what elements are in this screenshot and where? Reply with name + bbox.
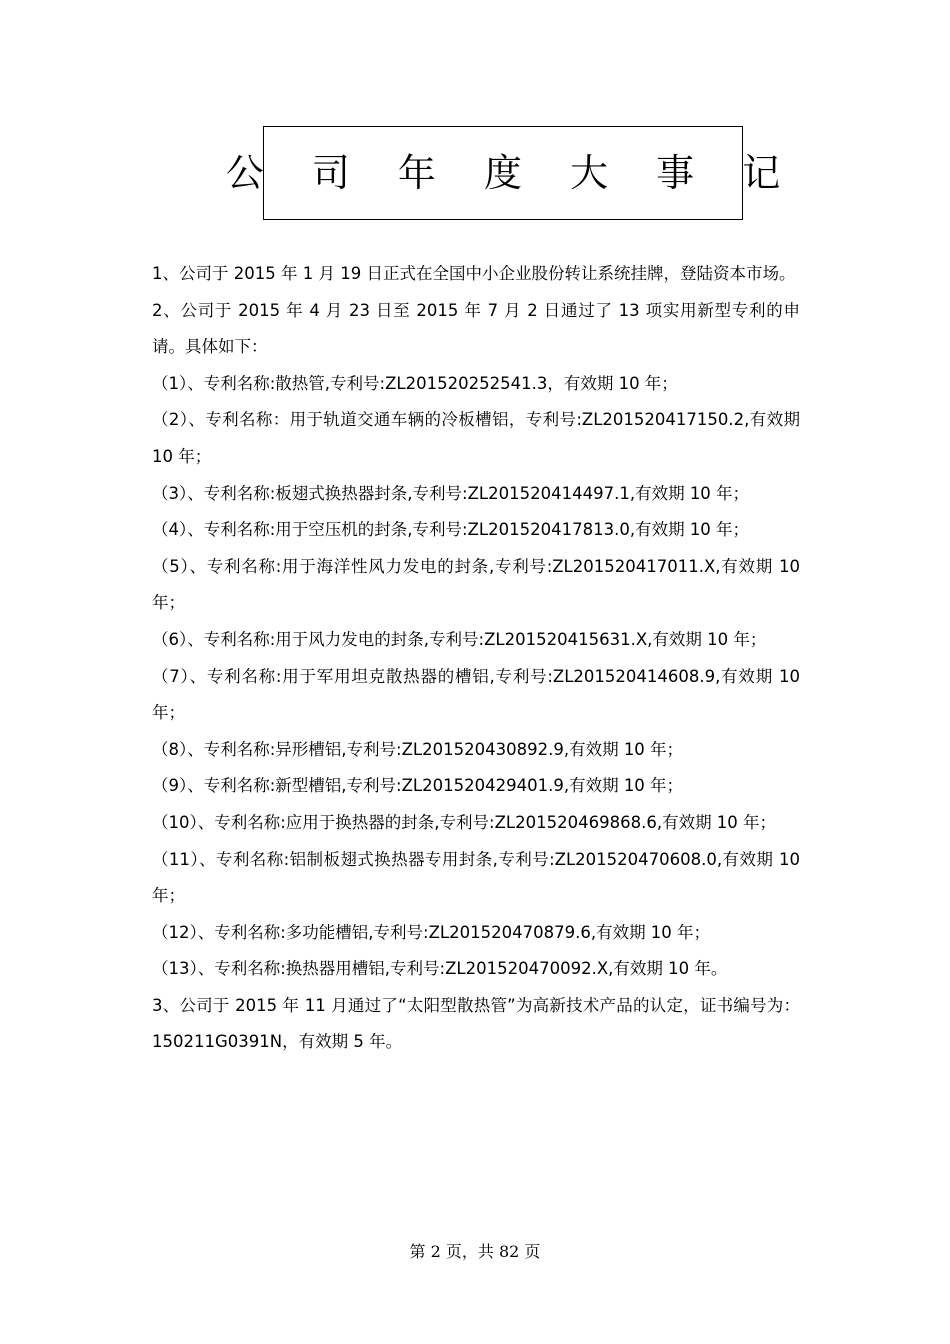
document-body <box>152 256 800 1061</box>
patent-item-13: （13）、专利名称:换热器用槽铝,专利号:ZL201520470092.X,有效期 10 年。 <box>152 959 728 979</box>
patent-item-8: （8）、专利名称:异形槽铝,专利号:ZL201520430892.9,有效期 10 年； <box>152 739 684 759</box>
patent-item-1: （1）、专利名称:散热管,专利号:ZL201520252541.3，有效期 10 年； <box>152 373 678 393</box>
page-title: 公 司 年 度 大 事 记 <box>225 151 799 195</box>
paragraph-patents-intro: 2、公司于 2015 年 4 月 23 日至 2015 年 7 月 2 日通过了 13 项实用新型专利的申请。具体如下： <box>152 300 800 357</box>
patent-item-3: （3）、专利名称:板翅式换热器封条,专利号:ZL201520414497.1,有效期 10 年； <box>152 483 750 503</box>
patent-item-2: （2）、专利名称：用于轨道交通车辆的冷板槽铝，专利号:ZL201520417150.2,有效期 10 年； <box>152 410 800 466</box>
patent-item-9: （9）、专利名称:新型槽铝,专利号:ZL201520429401.9,有效期 10 年； <box>152 776 684 796</box>
patent-item-5: （5）、专利名称:用于海洋性风力发电的封条,专利号:ZL201520417011.X,有效期 10 年； <box>152 556 800 613</box>
patent-item-4: （4）、专利名称:用于空压机的封条,专利号:ZL201520417813.0,有效期 10 年； <box>152 520 750 540</box>
paragraph-listing: 1、公司于 2015 年 1 月 19 日正式在全国中小企业股份转让系统挂牌，登陆资本市场。 <box>152 264 796 283</box>
patent-item-6: （6）、专利名称:用于风力发电的封条,专利号:ZL201520415631.X,有效期 10 年； <box>152 629 767 649</box>
patent-item-12: （12）、专利名称:多功能槽铝,专利号:ZL201520470879.6,有效期 10 年； <box>152 922 711 942</box>
patent-item-11: （11）、专利名称:铝制板翅式换热器专用封条,专利号:ZL201520470608.0,有效期 10 年； <box>152 849 800 906</box>
paragraph-high-tech-certification: 3、公司于 2015 年 11 月通过了“太阳型散热管”为高新技术产品的认定，证书编号为：150211G0391N，有效期 5 年。 <box>152 995 800 1052</box>
patent-item-10: （10）、专利名称:应用于换热器的封条,专利号:ZL201520469868.6,有效期 10 年； <box>152 812 777 832</box>
title-box <box>225 126 799 220</box>
page-footer: 第 2 页，共 82 页 <box>409 1242 541 1261</box>
patent-item-7: （7）、专利名称:用于军用坦克散热器的槽铝,专利号:ZL201520414608.9,有效期 10 年； <box>152 666 800 723</box>
